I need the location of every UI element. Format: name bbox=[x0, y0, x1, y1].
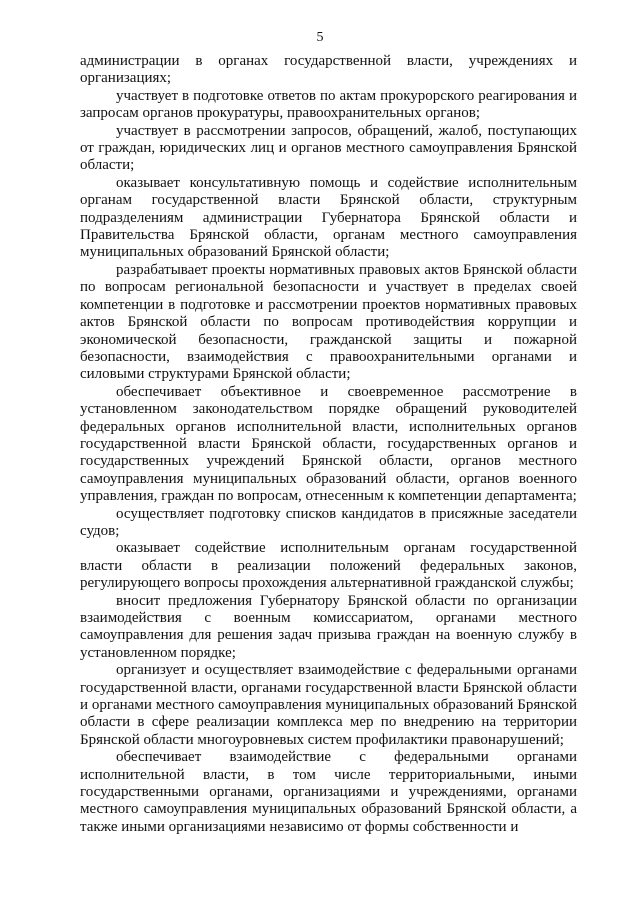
paragraph: разрабатывает проекты нормативных правовых актов Брянской области по вопросам региональной безопасности и участвует в пределах своей компетенции в подготовке и рассмотрении проектов нормативных правовых актов Брянской области по вопросам противодействия коррупции и экономической безопасности, гражданской защиты и пожарной безопасности, взаимодействия с правоохранительными органами и силовыми структурами Брянской области; bbox=[80, 261, 577, 383]
paragraph: оказывает содействие исполнительным органам государственной власти области в реализации положений федеральных законов, регулирующего вопросы прохождения альтернативной гражданской службы; bbox=[80, 540, 577, 592]
paragraph: осуществляет подготовку списков кандидатов в присяжные заседатели судов; bbox=[80, 505, 577, 539]
document-body bbox=[80, 53, 577, 836]
paragraph: обеспечивает объективное и своевременное рассмотрение в установленном законодательством порядке обращений руководителей федеральных органов исполнительной власти, исполнительных органов государственной власти Брянской области, государственных органов и государственных учреждений Брянской области, органов местного самоуправления муниципальных образований области, органов военного управления, граждан по вопросам, отнесенным к компетенции департамента; bbox=[80, 383, 577, 505]
paragraph: администрации в органах государственной власти, учреждениях и организациях; bbox=[80, 53, 577, 87]
paragraph: оказывает консультативную помощь и содействие исполнительным органам государственной власти Брянской области, структурным подразделениям администрации Губернатора Брянской области и Правительства Брянской области, органам местного самоуправления муниципальных образований Брянской области; bbox=[80, 174, 577, 261]
paragraph: участвует в подготовке ответов по актам прокурорского реагирования и запросам органов прокуратуры, правоохранительных органов; bbox=[80, 87, 577, 122]
paragraph: обеспечивает взаимодействие с федеральными органами исполнительной власти, в том числе территориальными, иными государственными органами, организациями и учреждениями, органами местного самоуправления муниципальных образований Брянской области, а также иными организациями независимо от формы собственности и bbox=[80, 749, 577, 835]
paragraph: вносит предложения Губернатору Брянской области по организации взаимодействия с военным комиссариатом, органами местного самоуправления для решения задач призыва граждан на военную службу в установленном порядке; bbox=[80, 592, 577, 661]
paragraph: участвует в рассмотрении запросов, обращений, жалоб, поступающих от граждан, юридических лиц и органов местного самоуправления Брянской области; bbox=[80, 122, 577, 174]
page-number: 5 bbox=[316, 30, 324, 45]
paragraph: организует и осуществляет взаимодействие с федеральными органами государственной власти, органами государственной власти Брянской области и органами местного самоуправления муниципальных образований Брянской области в сфере реализации комплекса мер по внедрению на территории Брянской области многоуровневых систем профилактики правонарушений; bbox=[80, 662, 577, 748]
